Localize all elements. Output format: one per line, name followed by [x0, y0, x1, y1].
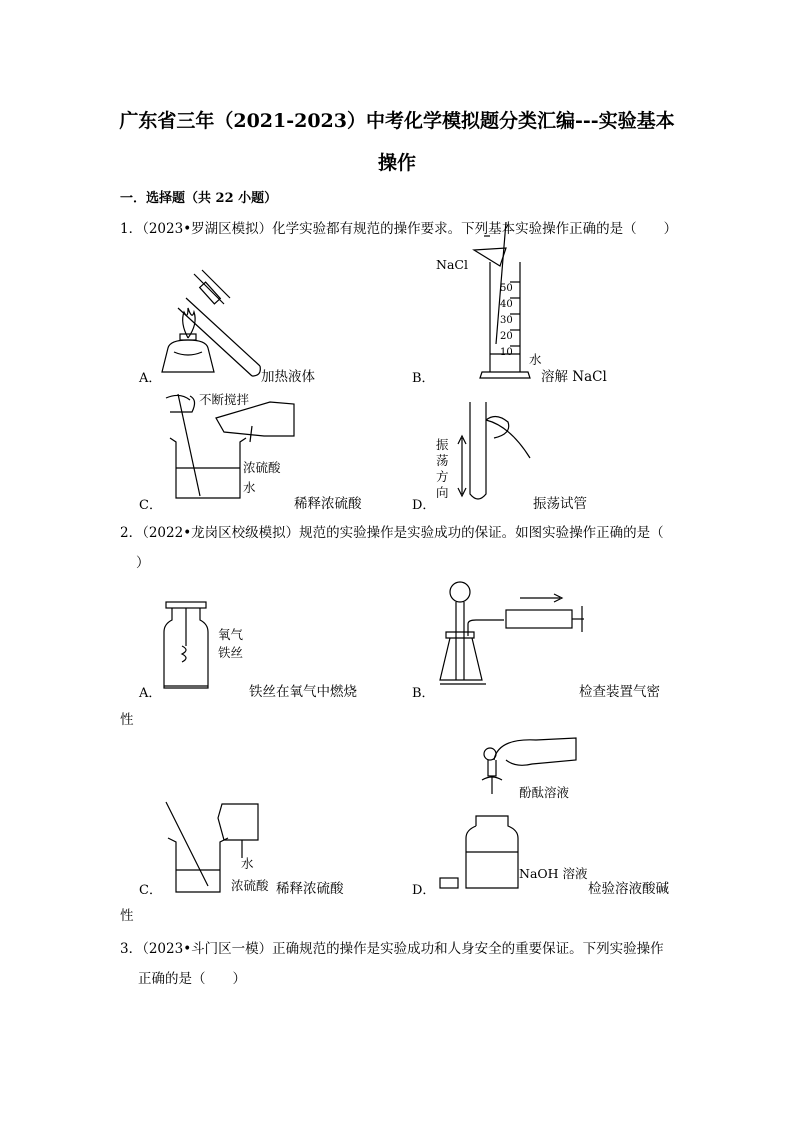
- q2-a-label-oxygen: 氧气: [218, 627, 244, 642]
- q2-wrap-line-1: 性: [120, 712, 134, 728]
- q1-d-label-2: 荡: [436, 453, 449, 468]
- q2-wrap-line-2: 性: [120, 908, 134, 924]
- q2-b-letter: B．: [412, 686, 435, 701]
- q1-c-label-acid: 浓硫酸: [243, 460, 281, 475]
- doc-title-line1: 广东省三年（2021-2023）中考化学模拟题分类汇编---实验基本: [119, 110, 675, 132]
- q1-c-label-water: 水: [243, 480, 256, 495]
- q1-a-figure: [158, 268, 268, 380]
- q1-d-label-3: 方: [436, 469, 449, 484]
- q2-a-figure: [162, 600, 218, 692]
- q1-a-letter: A．: [139, 371, 162, 386]
- q2-stem-line1: 2．（2022•龙岗区校级模拟）规范的实验操作是实验成功的保证。如图实验操作正确的是（: [120, 525, 664, 541]
- q1-b-tick-40: 40: [500, 299, 513, 310]
- q1-b-tick-10: 10: [500, 347, 513, 358]
- section-heading: 一．选择题（共 22 小题）: [120, 191, 278, 206]
- q1-d-letter: D．: [412, 498, 436, 513]
- q2-a-caption: 铁丝在氧气中燃烧: [249, 684, 357, 700]
- q1-d-caption: 振荡试管: [533, 496, 587, 512]
- q1-b-tick-30: 30: [500, 315, 513, 326]
- q2-b-caption: 检查装置气密: [579, 684, 660, 700]
- q2-d-label-indicator: 酚酞溶液: [519, 785, 570, 800]
- q2-d-label-naoh: NaOH 溶液: [519, 866, 588, 881]
- q2-d-caption: 检验溶液酸碱: [588, 881, 669, 897]
- q2-c-caption: 稀释浓硫酸: [276, 881, 344, 897]
- q1-b-label-water: 水: [529, 352, 542, 367]
- q1-d-label-1: 振: [436, 437, 449, 452]
- q1-b-letter: B．: [412, 371, 435, 386]
- q1-stem: 1．（2023•罗湖区模拟）化学实验都有规范的操作要求。下列基本实验操作正确的是（ ）: [120, 221, 678, 237]
- q3-stem-line1: 3．（2023•斗门区一模）正确规范的操作是实验成功和人身安全的重要保证。下列实验操作: [120, 941, 664, 957]
- q1-d-figure: [450, 398, 530, 506]
- q1-a-caption: 加热液体: [261, 369, 315, 385]
- q2-d-letter: D．: [412, 883, 436, 898]
- q1-c-figure: [160, 392, 300, 502]
- q1-c-label-stir: 不断搅拌: [199, 392, 250, 407]
- q1-d-label-4: 向: [436, 485, 449, 500]
- q2-c-label-water: 水: [241, 856, 254, 871]
- q1-b-caption: 溶解 NaCl: [541, 369, 607, 385]
- q1-b-tick-50: 50: [500, 283, 513, 294]
- q1-b-tick-20: 20: [500, 331, 513, 342]
- q2-b-figure: [436, 580, 586, 692]
- q2-c-label-acid: 浓硫酸: [231, 878, 269, 893]
- q3-stem-line2: 正确的是（ ）: [138, 971, 246, 987]
- q2-a-letter: A．: [139, 686, 162, 701]
- q2-stem-line2: ）: [136, 555, 150, 571]
- q2-a-label-wire: 铁丝: [218, 645, 244, 660]
- q1-b-label-nacl: NaCl: [436, 257, 468, 272]
- q1-c-caption: 稀释浓硫酸: [294, 496, 362, 512]
- doc-title-line2: 操作: [377, 152, 416, 174]
- q1-c-letter: C．: [139, 498, 162, 513]
- q2-c-letter: C．: [139, 883, 162, 898]
